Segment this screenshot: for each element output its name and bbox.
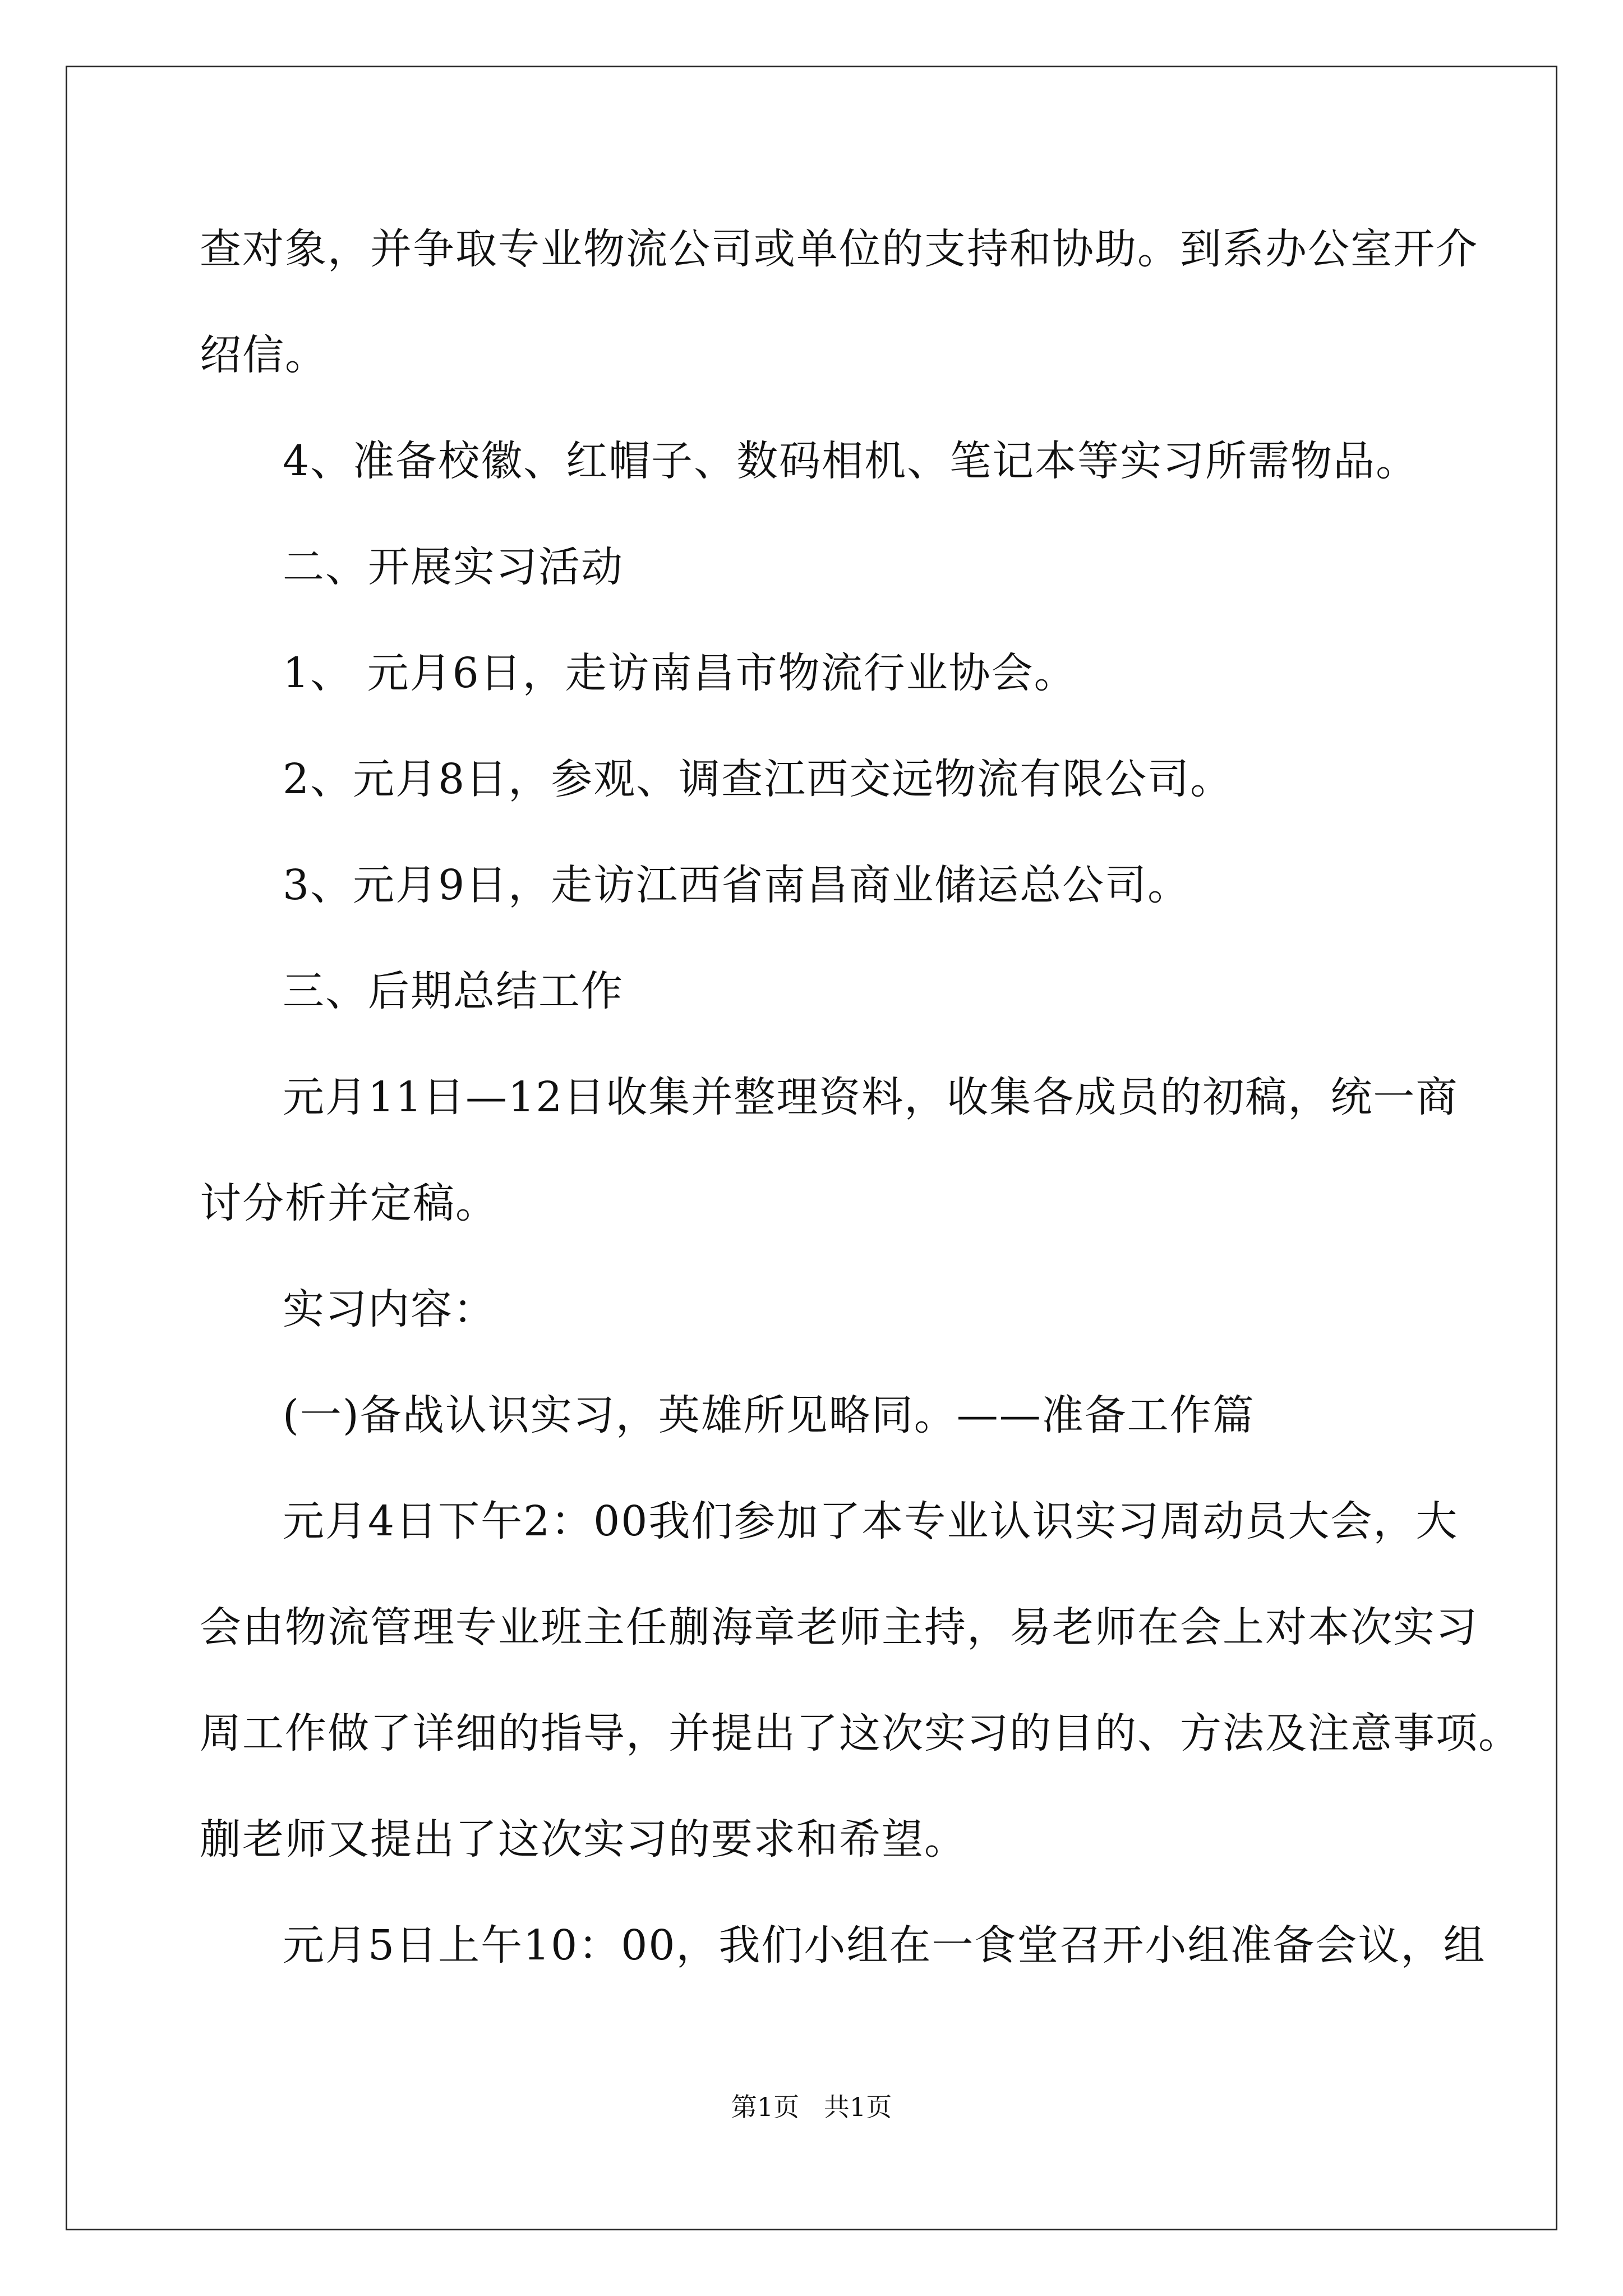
text-line: (一)备战认识实习，英雄所见略同。——准备工作篇 (283, 1391, 1255, 1439)
text-line: 讨分析并定稿。 (200, 1179, 498, 1227)
text-line: 实习内容： (283, 1285, 496, 1333)
text-line: 蒯老师又提出了这次实习的要求和希望。 (200, 1815, 967, 1864)
text-line: 1、 元月6日，走访南昌市物流行业协会。 (283, 649, 1077, 697)
text-line: 二、开展实习活动 (283, 543, 624, 591)
text-line: 元月4日下午2：00我们参加了本专业认识实习周动员大会，大 (283, 1497, 1459, 1545)
text-line: 三、后期总结工作 (283, 967, 624, 1015)
text-line: 会由物流管理专业班主任蒯海章老师主持，易老师在会上对本次实习 (200, 1603, 1478, 1651)
text-line: 查对象，并争取专业物流公司或单位的支持和协助。到系办公室开介 (200, 225, 1478, 273)
text-line: 绍信。 (200, 331, 328, 379)
text-line: 3、元月9日，走访江西省南昌商业储运总公司。 (283, 861, 1191, 909)
document-body (200, 215, 1521, 2018)
page-footer: 第1页 共1页 (731, 2092, 892, 2122)
text-line: 元月5日上午10：00，我们小组在一食堂召开小组准备会议，组 (283, 1921, 1486, 1970)
text-line: 周工作做了详细的指导，并提出了这次实习的目的、方法及注意事项。 (200, 1709, 1521, 1757)
text-line: 4、准备校徽、红帽子、数码相机、笔记本等实习所需物品。 (283, 437, 1419, 485)
text-line: 2、元月8日，参观、调查江西交远物流有限公司。 (283, 755, 1233, 803)
text-line: 元月11日—12日收集并整理资料，收集各成员的初稿，统一商 (283, 1073, 1459, 1121)
